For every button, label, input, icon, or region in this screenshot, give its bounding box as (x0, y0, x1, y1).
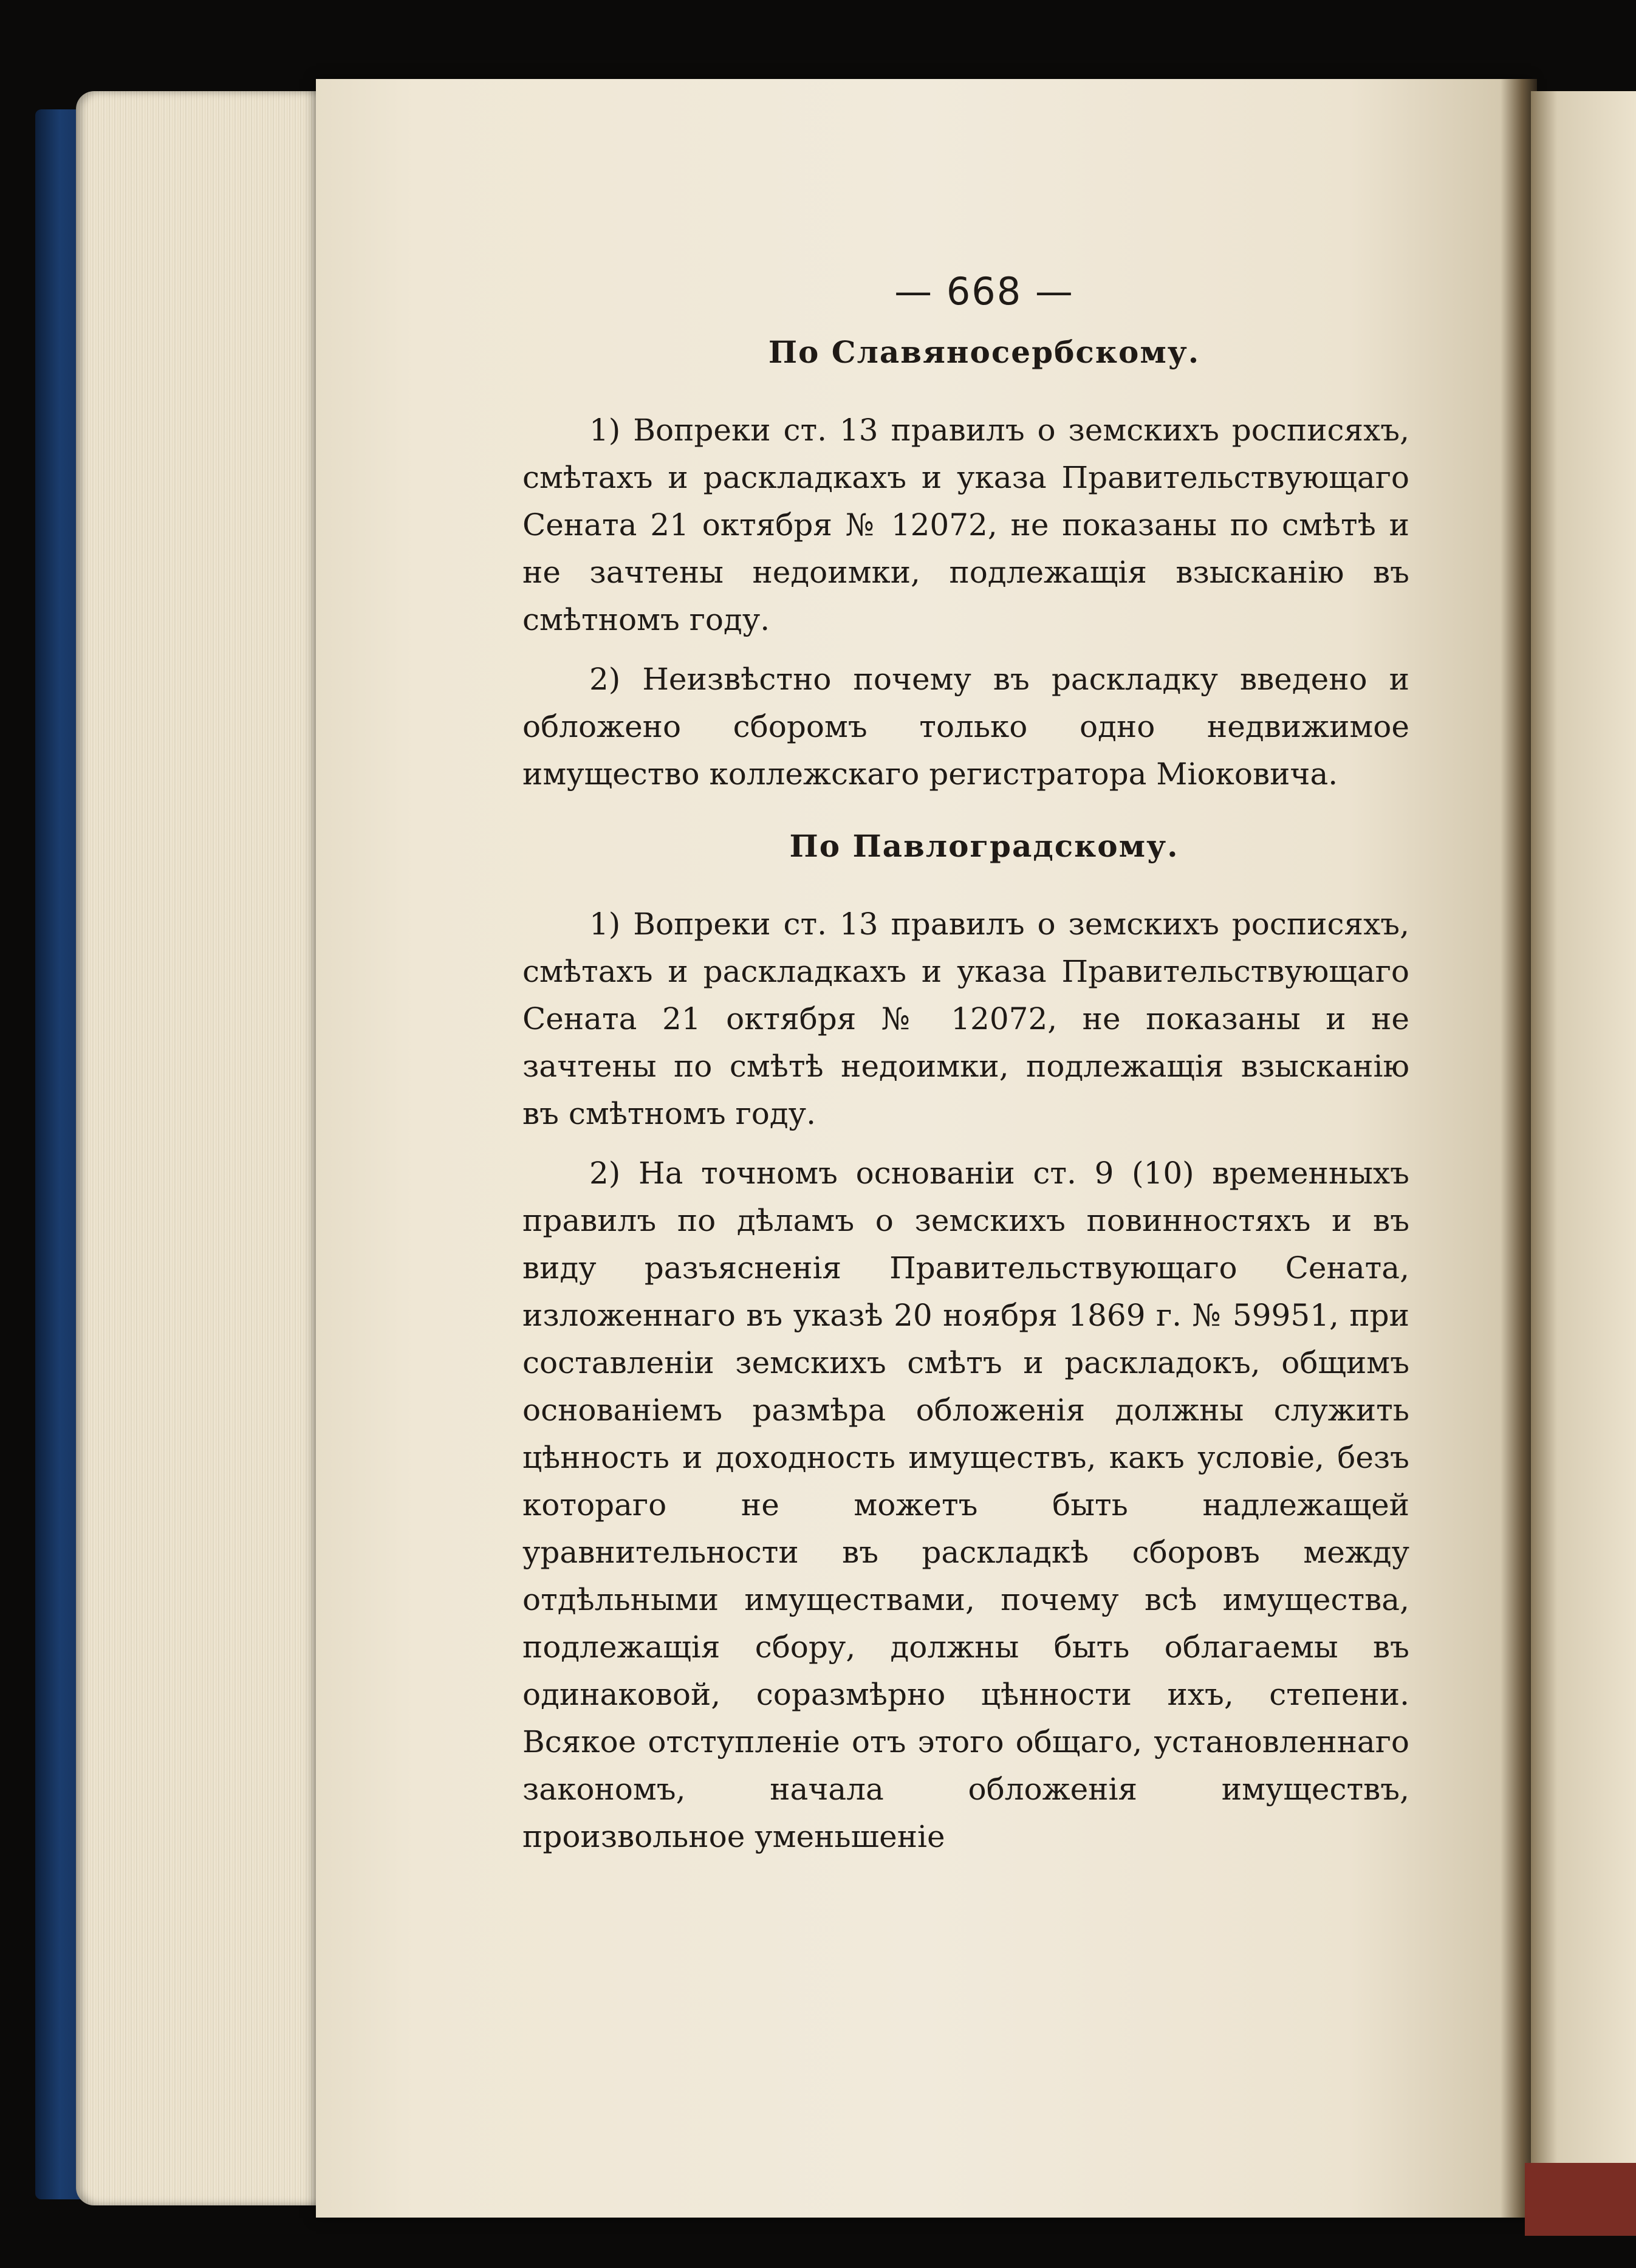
page-number: — 668 — (894, 269, 1074, 313)
section-heading: По Павлоградскому. (789, 828, 1179, 864)
book-cover-right (1525, 2163, 1636, 2236)
paragraph: 2) Неизвѣстно почему въ раскладку введено и обложено сборомъ только одно недвижимое имущество коллежскаго регистратора Міоковича. (522, 662, 1409, 792)
page-text (522, 261, 1409, 1891)
paragraph: 1) Вопреки ст. 13 правилъ о земскихъ росписяхъ, смѣтахъ и раскладкахъ и указа Правительствующаго Сената 21 октября № 12072, не показаны и не зачтены по смѣтѣ недоимки, подлежащія взысканію въ смѣтномъ году. (522, 906, 1409, 1131)
paragraph: 1) Вопреки ст. 13 правилъ о земскихъ росписяхъ, смѣтахъ и раскладкахъ и указа Правительствующаго Сената 21 октября № 12072, не показаны по смѣтѣ и не зачтены недоимки, подлежащія взысканію въ смѣтномъ году. (522, 413, 1409, 637)
paragraph: 2) На точномъ основаніи ст. 9 (10) временныхъ правилъ по дѣламъ о земскихъ повинностяхъ и въ виду разъясненія Правительствующаго Сената, изложеннаго въ указѣ 20 ноября 1869 г. № 59951, при составленіи земскихъ смѣтъ и раскладокъ, общимъ основаніемъ размѣра обложенія должны служить цѣнность и доходность имуществъ, какъ условіе, безъ котораго не можетъ быть надлежащей уравнительности въ раскладкѣ сборовъ между отдѣльными имуществами, почему всѣ имущества, подлежащія сбору, должны быть облагаемы въ одинаковой, соразмѣрно цѣнности ихъ, степени. Всякое отступленіе отъ этого общаго, установленнаго закономъ, начала обложенія имуществъ, произвольное уменьшеніе (522, 1156, 1409, 1854)
section-heading: По Славяносербскому. (768, 334, 1200, 370)
facing-page-edge (1531, 91, 1636, 2224)
section-pavlogradsky (522, 828, 1409, 1860)
section-slavyanoserbsky (522, 334, 1409, 798)
page-edges (76, 91, 337, 2205)
